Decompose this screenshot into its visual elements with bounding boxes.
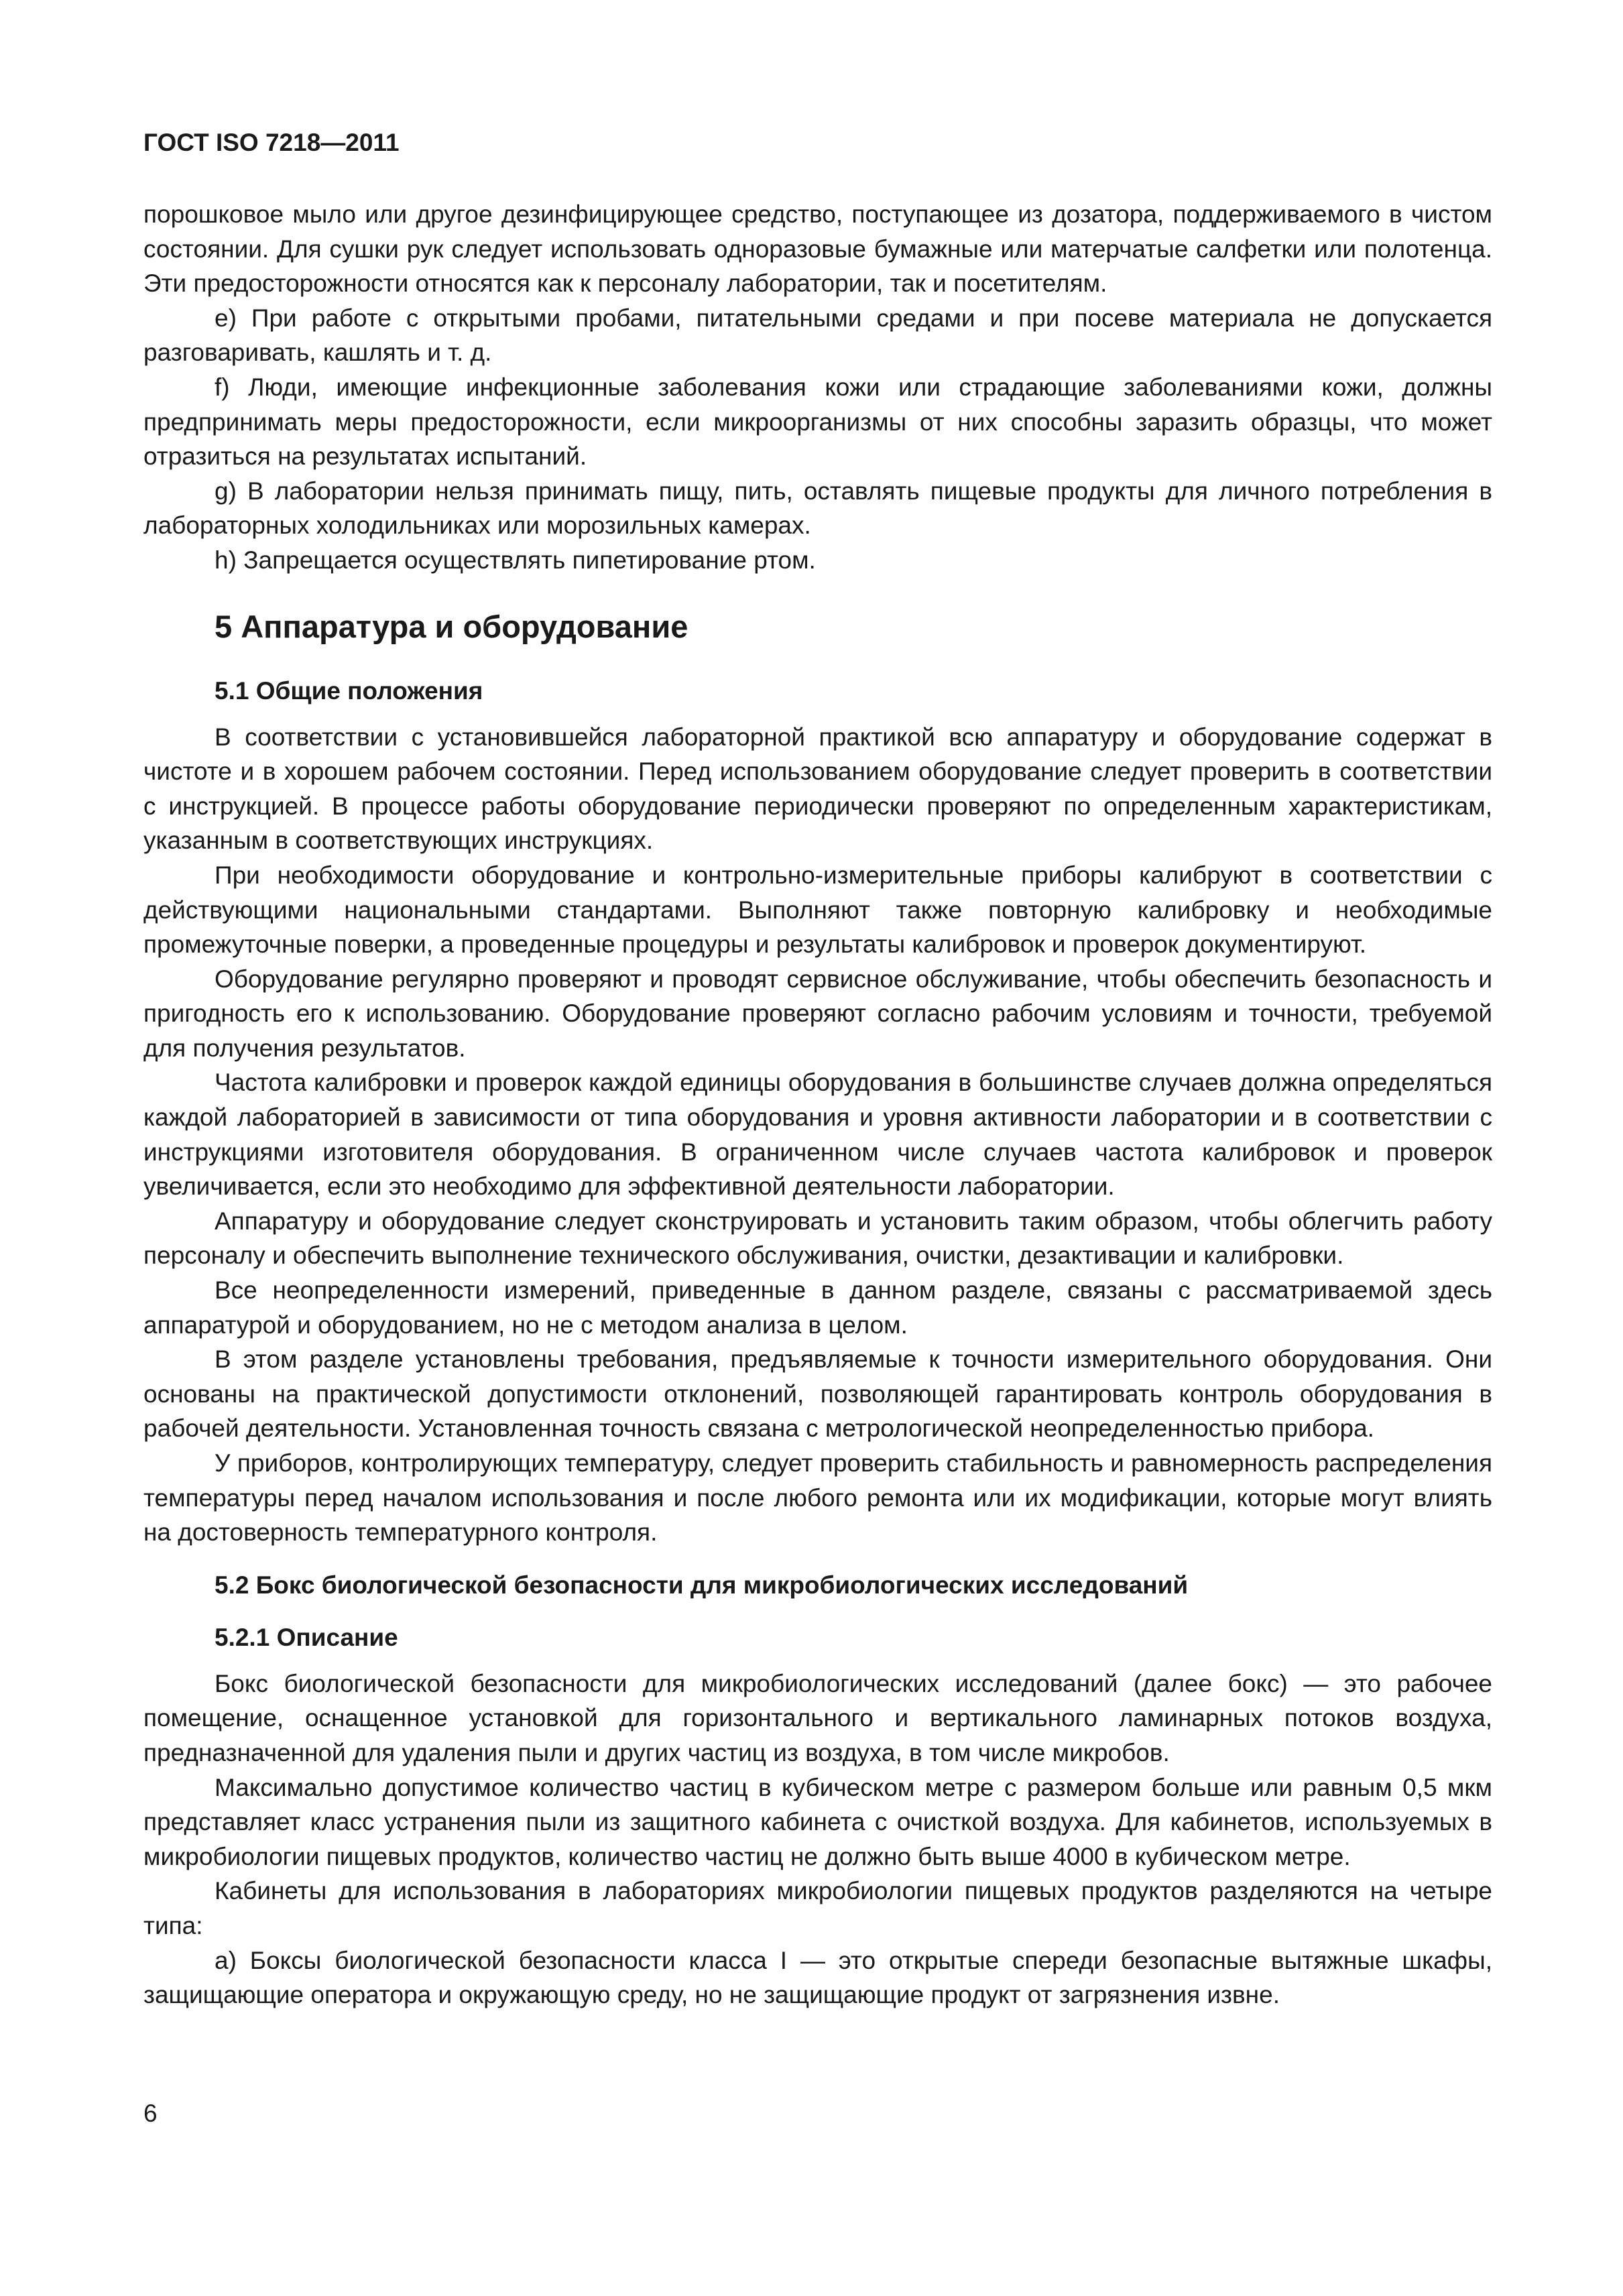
paragraph-item-a: а) Боксы биологической безопасности класса I — это открытые спереди безопасные вытяжные шкафы, защищающие оператора и окружающую среду, но не защищающие продукт от загрязнения извне. (143, 1946, 1492, 2009)
page-number: 6 (143, 2100, 158, 2127)
document-header: ГОСТ ISO 7218—2011 (143, 129, 400, 156)
paragraph: В этом разделе установлены требования, предъявляемые к точности измерительного оборудования. Они основаны на практической допустимости отклонений, позволяющей гарантировать контроль оборудования в рабочей деятельности. Установленная точность связана с метрологической неопределенностью прибора. (143, 1345, 1492, 1443)
paragraph: Максимально допустимое количество частиц в кубическом метре с размером больше или равным 0,5 мкм представляет класс устранения пыли из защитного кабинета с очисткой воздуха. Для кабинетов, используемых в микробиологии пищевых продуктов, количество частиц не должно быть выше 4000 в кубическом метре. (143, 1773, 1492, 1870)
paragraph-continuation: порошковое мыло или другое дезинфицирующее средство, поступающее из дозатора, поддерживаемого в чистом состоянии. Для сушки рук следует использовать одноразовые бумажные или матерчатые салфетки или полотенца. Эти предосторожности относятся как к персоналу лаборатории, так и посетителям. (143, 200, 1492, 298)
page-content (143, 127, 1492, 2012)
paragraph: При необходимости оборудование и контрольно-измерительные приборы калибруют в соответствии с действующими национальными стандартами. Выполняют также повторную калибровку и необходимые промежуточные поверки, а проведенные процедуры и результаты калибровок и проверок документируют. (143, 861, 1492, 959)
section-heading-5: 5 Аппаратура и оборудование (215, 608, 688, 644)
subsection-heading-5-1: 5.1 Общие положения (215, 676, 483, 705)
paragraph: Оборудование регулярно проверяют и проводят сервисное обслуживание, чтобы обеспечить безопасность и пригодность его к использованию. Оборудование проверяют согласно рабочим условиям и точности, требуемой для получения результатов. (143, 965, 1492, 1062)
paragraph: У приборов, контролирующих температуру, следует проверить стабильность и равномерность распределения температуры перед началом использования и после любого ремонта или их модификации, которые могут влиять на достоверность температурного контроля. (143, 1449, 1492, 1547)
paragraph-item-h: h) Запрещается осуществлять пипетирование ртом. (215, 546, 816, 574)
paragraph: Аппаратуру и оборудование следует сконструировать и установить таким образом, чтобы облегчить работу персоналу и обеспечить выполнение технического обслуживания, очистки, дезактивации и калибровки. (143, 1207, 1492, 1270)
paragraph: Бокс биологической безопасности для микробиологических исследований (далее бокс) — это рабочее помещение, оснащенное установкой для горизонтального и вертикального ламинарных потоков воздуха, предназначенной для удаления пыли и других частиц из воздуха, в том числе микробов. (143, 1669, 1492, 1766)
paragraph-item-e: e) При работе с открытыми пробами, питательными средами и при посеве материала не допускается разговаривать, кашлять и т. д. (143, 304, 1492, 367)
paragraph: Частота калибровки и проверок каждой единицы оборудования в большинстве случаев должна определяться каждой лабораторией в зависимости от типа оборудования и уровня активности лаборатории и в соответствии с инструкциями изготовителя оборудования. В ограниченном числе случаев частота калибровок и проверок увеличивается, если это необходимо для эффективной деятельности лаборатории. (143, 1069, 1492, 1201)
paragraph-item-g: g) В лаборатории нельзя принимать пищу, пить, оставлять пищевые продукты для личного потребления в лабораторных холодильниках или морозильных камерах. (143, 477, 1492, 540)
paragraph: В соответствии с установившейся лабораторной практикой всю аппаратуру и оборудование содержат в чистоте и в хорошем рабочем состоянии. Перед использованием оборудование следует проверить в соответствии с инструкцией. В процессе работы оборудование периодически проверяют по определенным характеристикам, указанным в соответствующих инструкциях. (143, 723, 1492, 855)
subsection-heading-5-2-1: 5.2.1 Описание (215, 1623, 398, 1651)
paragraph: Все неопределенности измерений, приведенные в данном разделе, связаны с рассматриваемой здесь аппаратурой и оборудованием, но не с методом анализа в целом. (143, 1276, 1492, 1339)
paragraph-item-f: f) Люди, имеющие инфекционные заболевания кожи или страдающие заболеваниями кожи, должны предпринимать меры предосторожности, если микроорганизмы от них способны заразить образцы, что может отразиться на результатах испытаний. (143, 373, 1492, 471)
subsection-heading-5-2: 5.2 Бокс биологической безопасности для микробиологических исследований (215, 1571, 1189, 1599)
paragraph: Кабинеты для использования в лабораториях микробиологии пищевых продуктов разделяются на четыре типа: (143, 1877, 1492, 1939)
